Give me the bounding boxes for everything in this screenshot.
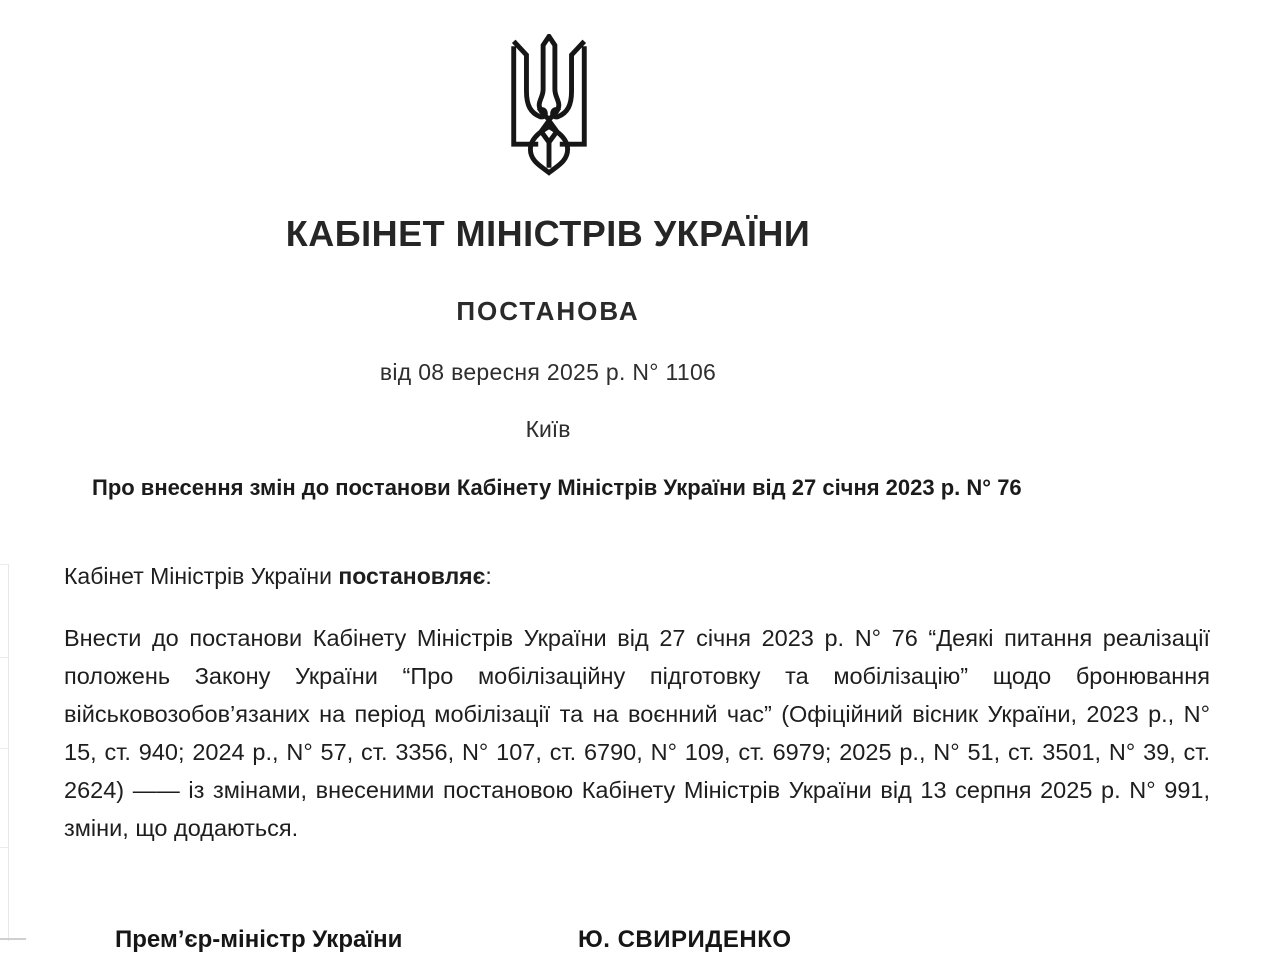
- document-title: Про внесення змін до постанови Кабінету Міністрів України від 27 січня 2023 р. N° 76: [92, 475, 1022, 500]
- preamble-text: Кабінет Міністрів України: [64, 563, 339, 589]
- ukraine-trident-icon: [500, 34, 598, 181]
- table-edge-cell: [0, 749, 8, 848]
- main-paragraph: Внести до постанови Кабінету Міністрів України від 27 січня 2023 р. N° 76 “Деякі питання реалізації положень Закону України “Про мобілізаційну підготовку та мобілізацію” щодо бронювання військовозобов’язаних на період мобілізації та на воєнний час” (Офіційний вісник України, 2023 р., N° 15, ст. 940; 2024 р., N° 57, ст. 3356, N° 107, ст. 6790, N° 109, ст. 6979; 2025 р., N° 51, ст. 3501, N° 39, ст. 2624) —— із змінами, внесеними постановою Кабінету Міністрів України від 13 серпня 2025 р. N° 991, зміни, що додаються.: [64, 625, 1210, 841]
- document-type-label: ПОСТАНОВА: [456, 296, 640, 326]
- preamble-bold-word: постановляє: [338, 563, 486, 589]
- signatory-name: Ю. СВИРИДЕНКО: [578, 926, 792, 953]
- table-edge-cell: [0, 658, 8, 749]
- preamble-line: [64, 563, 492, 590]
- signature-block: [0, 926, 1280, 966]
- left-edge-table-artifact: [0, 564, 9, 941]
- organization-name: КАБІНЕТ МІНІСТРІВ УКРАЇНИ: [285, 213, 811, 254]
- signatory-position: Прем’єр-міністр України: [115, 926, 403, 953]
- preamble-colon: :: [485, 563, 492, 589]
- date-number-line: від 08 вересня 2025 р. N° 1106: [379, 359, 717, 385]
- city-label: Київ: [525, 416, 571, 442]
- table-edge-cell: [0, 565, 8, 658]
